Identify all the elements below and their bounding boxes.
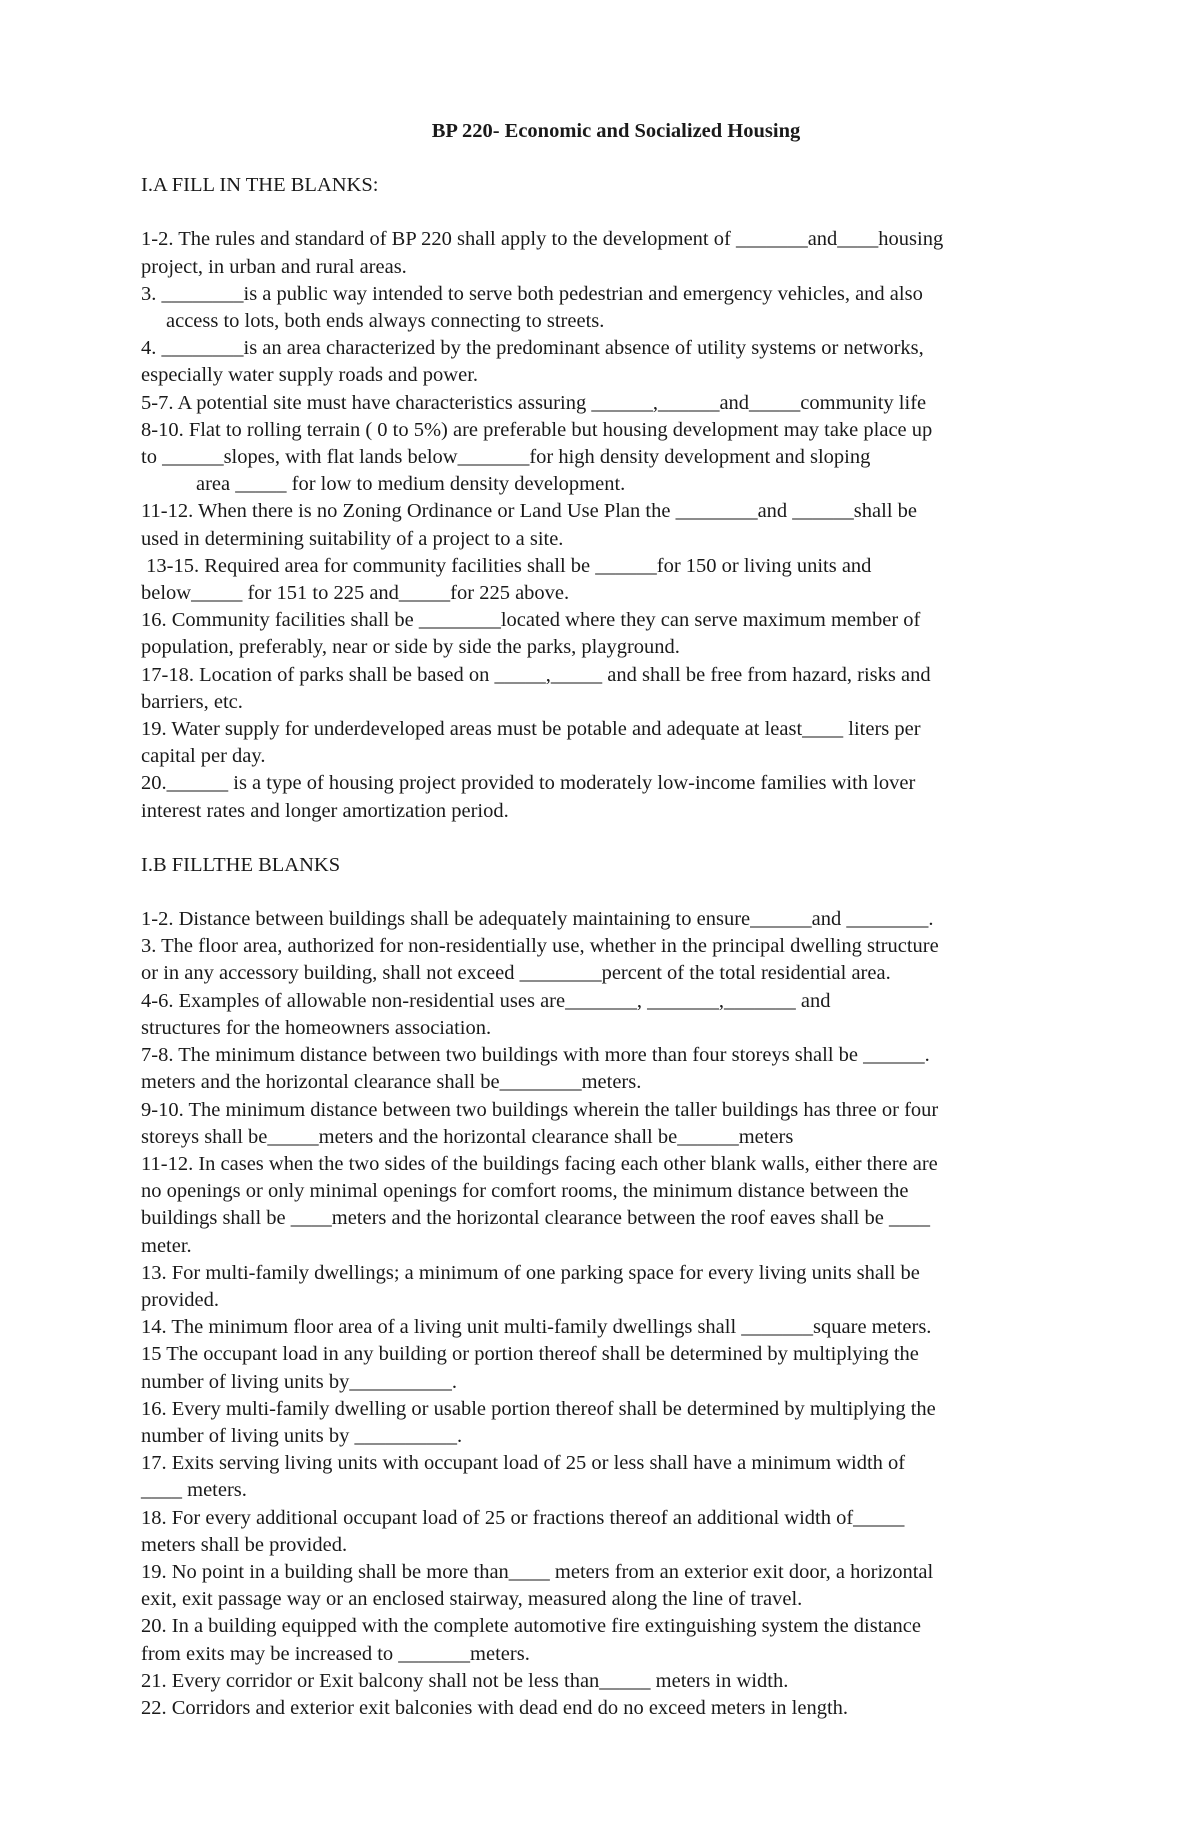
- question-line: 17. Exits serving living units with occupant load of 25 or less shall have a minimum width of: [141, 1452, 906, 1475]
- question-line: below_____ for 151 to 225 and_____for 225 above.: [141, 582, 570, 605]
- question-item: [141, 1097, 1071, 1151]
- question-item: [141, 1396, 1071, 1450]
- question-item: [141, 1042, 1071, 1096]
- question-line: 1-2. The rules and standard of BP 220 shall apply to the development of _______and____housing: [141, 228, 944, 251]
- question-line: project, in urban and rural areas.: [141, 255, 407, 278]
- question-line: 19. No point in a building shall be more than____ meters from an exterior exit door, a horizontal: [141, 1560, 934, 1583]
- question-line: meter.: [141, 1234, 192, 1257]
- question-line: capital per day.: [141, 745, 266, 768]
- question-line: provided.: [141, 1288, 219, 1311]
- question-item: [141, 1505, 1071, 1559]
- question-item: [141, 1151, 1071, 1260]
- question-line: 11-12. In cases when the two sides of the buildings facing each other blank walls, either there are: [141, 1152, 938, 1175]
- question-line: 4-6. Examples of allowable non-residential uses are_______, _______,_______ and: [141, 989, 831, 1012]
- question-line: 21. Every corridor or Exit balcony shall not be less than_____ meters in width.: [141, 1669, 789, 1692]
- question-item: [141, 1695, 1071, 1722]
- section-b-heading: I.B FILLTHE BLANKS: [141, 853, 341, 876]
- question-line: population, preferably, near or side by side the parks, playground.: [141, 636, 680, 659]
- question-line: 19. Water supply for underdeveloped areas must be potable and adequate at least____ liters per: [141, 718, 921, 741]
- question-line: buildings shall be ____meters and the horizontal clearance between the roof eaves shall be ____: [141, 1207, 930, 1230]
- question-item: [141, 1260, 1071, 1314]
- question-line: 20. In a building equipped with the complete automotive fire extinguishing system the distance: [141, 1615, 921, 1638]
- section-a-items: [141, 226, 1071, 824]
- question-item: [141, 1613, 1071, 1667]
- question-line: 3. ________is a public way intended to serve both pedestrian and emergency vehicles, and also: [141, 282, 923, 305]
- question-line: interest rates and longer amortization period.: [141, 799, 509, 822]
- question-line: storeys shall be_____meters and the horizontal clearance shall be______meters: [141, 1125, 794, 1148]
- question-line: 5-7. A potential site must have characteristics assuring ______,______and_____community life: [141, 391, 927, 414]
- question-item: [141, 770, 1071, 824]
- question-item: [141, 906, 1071, 933]
- document-title: BP 220- Economic and Socialized Housing: [431, 120, 801, 142]
- question-line: or in any accessory building, shall not exceed ________percent of the total residential area.: [141, 962, 891, 985]
- question-item: [141, 988, 1071, 1042]
- question-line: from exits may be increased to _______meters.: [141, 1642, 530, 1665]
- question-line: 14. The minimum floor area of a living unit multi-family dwellings shall _______square meters.: [141, 1316, 932, 1339]
- question-item: [141, 417, 1071, 499]
- question-line: 8-10. Flat to rolling terrain ( 0 to 5%) are preferable but housing development may take place up: [141, 418, 933, 441]
- question-line: meters and the horizontal clearance shall be________meters.: [141, 1071, 642, 1094]
- section-a-heading: I.A FILL IN THE BLANKS:: [141, 174, 379, 197]
- question-line: 16. Community facilities shall be ________located where they can serve maximum member of: [141, 609, 921, 632]
- question-line: 13. For multi-family dwellings; a minimum of one parking space for every living units shall be: [141, 1261, 920, 1284]
- question-line: used in determining suitability of a project to a site.: [141, 527, 564, 550]
- question-item: [141, 662, 1071, 716]
- question-item: [141, 716, 1071, 770]
- question-item: [141, 1450, 1071, 1504]
- question-line: 17-18. Location of parks shall be based on _____,_____ and shall be free from hazard, risks and: [141, 663, 931, 686]
- question-line: no openings or only minimal openings for comfort rooms, the minimum distance between the: [141, 1180, 909, 1203]
- question-line: 15 The occupant load in any building or portion thereof shall be determined by multiplying the: [141, 1343, 919, 1366]
- question-item: [141, 498, 1071, 552]
- question-line: especially water supply roads and power.: [141, 364, 479, 387]
- question-line: area _____ for low to medium density development.: [196, 473, 626, 496]
- question-item: [141, 390, 1071, 417]
- question-line: 16. Every multi-family dwelling or usable portion thereof shall be determined by multiplying the: [141, 1397, 936, 1420]
- question-line: meters shall be provided.: [141, 1533, 348, 1556]
- question-item: [141, 553, 1071, 607]
- section-b-items: [141, 906, 1071, 1722]
- question-line: 7-8. The minimum distance between two buildings with more than four storeys shall be ______.: [141, 1044, 930, 1067]
- question-item: [141, 226, 1071, 280]
- question-line: 18. For every additional occupant load of 25 or fractions thereof an additional width of_____: [141, 1506, 905, 1529]
- question-line: access to lots, both ends always connecting to streets.: [166, 310, 605, 333]
- question-line: structures for the homeowners association.: [141, 1016, 492, 1039]
- question-line: 4. ________is an area characterized by the predominant absence of utility systems or networks,: [141, 337, 924, 360]
- question-item: [141, 335, 1071, 389]
- question-line: barriers, etc.: [141, 690, 243, 713]
- question-item: [141, 1341, 1071, 1395]
- question-line: 22. Corridors and exterior exit balconies with dead end do no exceed meters in length.: [141, 1696, 849, 1719]
- question-line: 11-12. When there is no Zoning Ordinance or Land Use Plan the ________and ______shall be: [141, 500, 917, 523]
- question-line: 20.______ is a type of housing project provided to moderately low-income families with lover: [141, 772, 916, 795]
- question-item: [141, 1668, 1071, 1695]
- question-item: [141, 607, 1071, 661]
- question-line: 13-15. Required area for community facilities shall be ______for 150 or living units and: [141, 554, 872, 577]
- question-line: 3. The floor area, authorized for non-residentially use, whether in the principal dwelling structure: [141, 935, 939, 958]
- question-line: exit, exit passage way or an enclosed stairway, measured along the line of travel.: [141, 1588, 803, 1611]
- question-line: number of living units by __________.: [141, 1424, 463, 1447]
- question-line: 1-2. Distance between buildings shall be adequately maintaining to ensure______and ________.: [141, 908, 934, 931]
- question-line: to ______slopes, with flat lands below_______for high density development and sloping: [141, 446, 871, 469]
- question-line: 9-10. The minimum distance between two buildings wherein the taller buildings has three or four: [141, 1098, 939, 1121]
- question-line: number of living units by__________.: [141, 1370, 458, 1393]
- question-item: [141, 1314, 1071, 1341]
- question-line: ____ meters.: [141, 1479, 247, 1502]
- question-item: [141, 1559, 1071, 1613]
- document-page: [141, 118, 1071, 1749]
- question-item: [141, 933, 1071, 987]
- question-item: [141, 281, 1071, 335]
